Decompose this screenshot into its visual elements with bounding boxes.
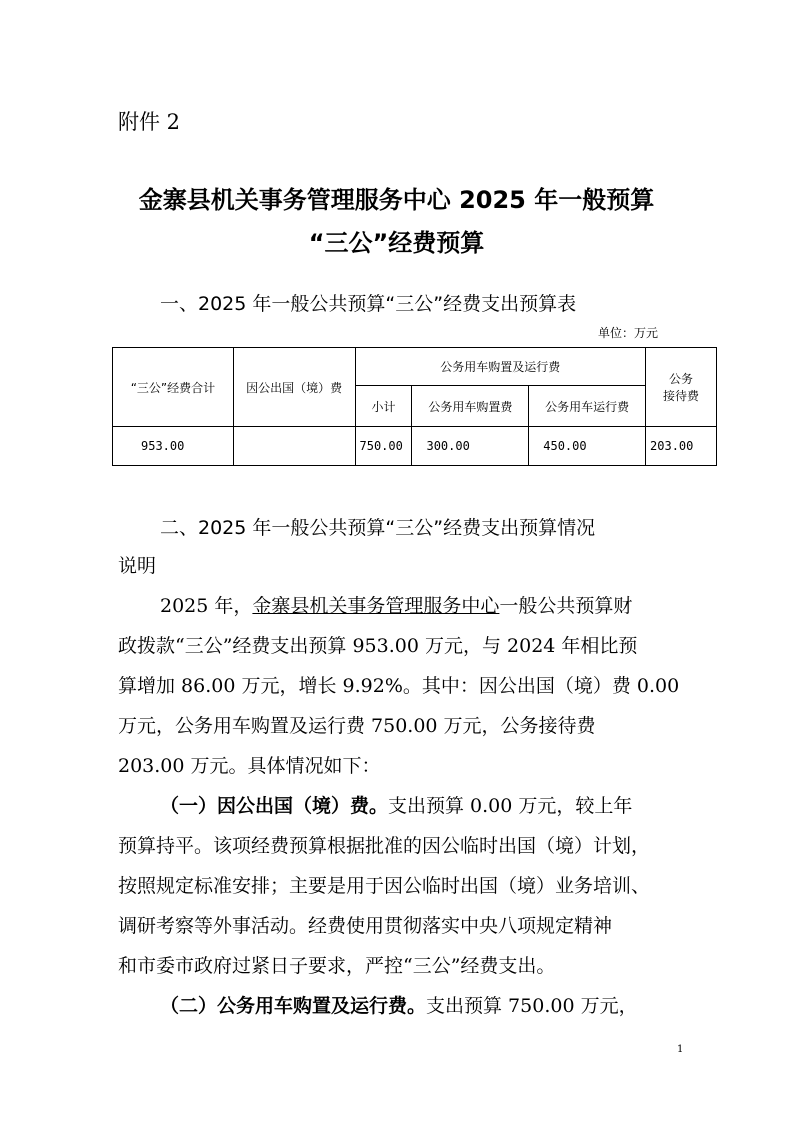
paragraph2-line2: 预算持平。该项经费预算根据批准的因公临时出国（境）计划，: [118, 835, 651, 857]
unit-label: 单位：万元: [598, 326, 659, 340]
cell-vehicle-operation: 450.00: [529, 427, 646, 466]
p1-text-b: 一般公共预算财: [499, 595, 633, 617]
document-title-line1: 金寨县机关事务管理服务中心 2025 年一般预算: [138, 186, 655, 214]
paragraph1-line1: [160, 591, 632, 618]
paragraph1-line2: 政拨款“三公”经费支出预算 953.00 万元，与 2024 年相比预: [118, 635, 638, 657]
section2-heading-cont: 说明: [118, 555, 157, 577]
cell-reception: 203.00: [646, 427, 717, 466]
header-vehicle-purchase: 公务用车购置费: [412, 386, 529, 427]
organization-name: 金寨县机关事务管理服务中心: [252, 595, 500, 617]
p3-heading: （二）公务用车购置及运行费。: [160, 995, 427, 1017]
paragraph1-line3: 算增加 86.00 万元，增长 9.92%。其中：因公出国（境）费 0.00: [118, 675, 680, 697]
paragraph1-line5: 203.00 万元。具体情况如下：: [118, 755, 381, 777]
header-subtotal: 小计: [355, 386, 412, 427]
header-reception-l1: 公务: [669, 372, 694, 386]
header-reception: [646, 348, 717, 427]
p2-heading: （一）因公出国（境）费。: [160, 795, 389, 817]
section1-heading: 一、2025 年一般公共预算“三公”经费支出预算表: [160, 293, 577, 315]
p2-text: 支出预算 0.00 万元，较上年: [388, 795, 633, 817]
paragraph3-line1: [160, 991, 638, 1018]
budget-table: [112, 347, 717, 466]
p1-text-a: 2025 年，: [160, 595, 253, 617]
header-total: “三公”经费合计: [113, 348, 234, 427]
paragraph2-line3: 按照规定标准安排；主要是用于因公临时出国（境）业务培训、: [118, 875, 651, 897]
table-row: [113, 427, 717, 466]
paragraph2-line4: 调研考察等外事活动。经费使用贯彻落实中央八项规定精神: [118, 915, 613, 937]
attachment-label: 附件 2: [118, 110, 181, 134]
header-vehicle-operation: 公务用车运行费: [529, 386, 646, 427]
p3-text: 支出预算 750.00 万元，: [426, 995, 638, 1017]
paragraph1-line4: 万元，公务用车购置及运行费 750.00 万元，公务接待费: [118, 715, 596, 737]
cell-abroad: [233, 427, 355, 466]
cell-subtotal: 750.00: [355, 427, 412, 466]
cell-vehicle-purchase: 300.00: [412, 427, 529, 466]
header-vehicle: 公务用车购置及运行费: [355, 348, 646, 386]
document-title-line2: “三公”经费预算: [308, 229, 485, 257]
paragraph2-line5: 和市委市政府过紧日子要求，严控“三公”经费支出。: [118, 955, 556, 977]
paragraph2-line1: [160, 791, 632, 818]
section2-heading: 二、2025 年一般公共预算“三公”经费支出预算情况: [160, 517, 596, 539]
header-abroad: 因公出国（境）费: [233, 348, 355, 427]
cell-total: 953.00: [113, 427, 234, 466]
page-number: 1: [677, 1044, 684, 1055]
header-reception-l2: 接待费: [663, 389, 700, 403]
